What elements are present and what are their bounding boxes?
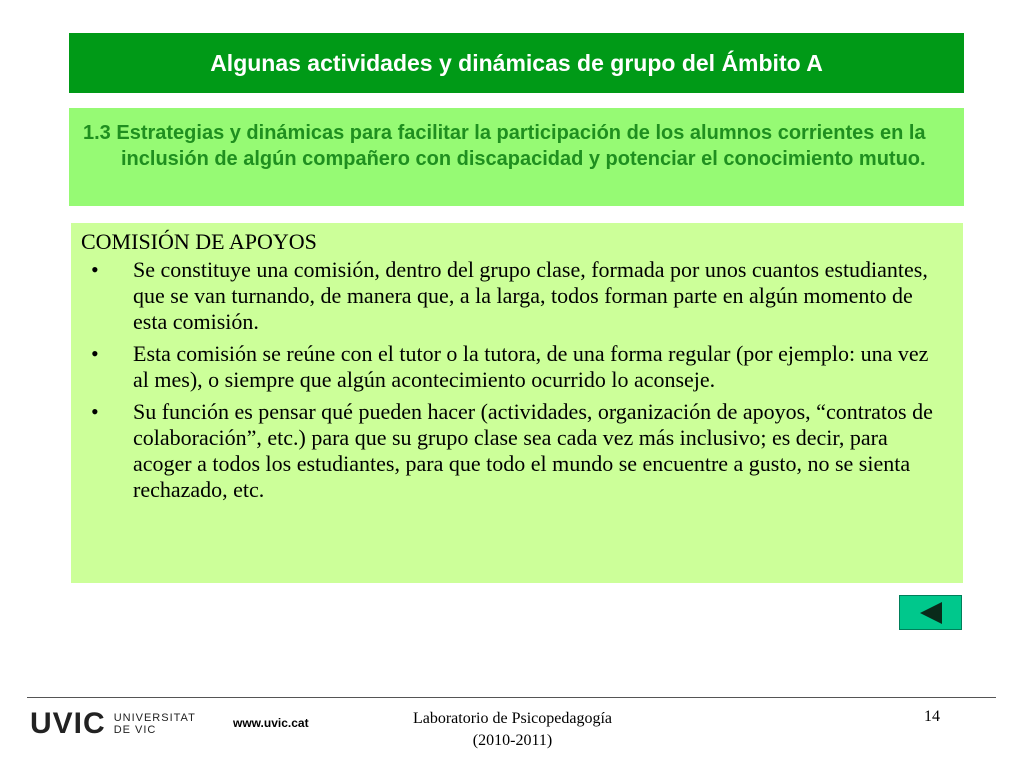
logo-line-1: UNIVERSITAT [113, 712, 196, 724]
footer-divider [27, 697, 996, 698]
slide-title [69, 33, 964, 93]
footer-years: (2010-2011) [472, 732, 553, 749]
content-heading: COMISIÓN DE APOYOS [81, 229, 317, 254]
subtitle-text: 1.3 Estrategias y dinámicas para facilitar la participación de los alumnos corrientes en la inclusión de algún compañero con discapacidad y potenciar el conocimiento mutuo. [83, 122, 926, 170]
back-arrow-icon [918, 601, 944, 625]
subtitle-box [69, 108, 964, 206]
bullet-list [81, 257, 933, 503]
bullet-text: Esta comisión se reúne con el tutor o la tutora, de una forma regular (por ejemplo: una vez al mes), o siempre que algún acontecimiento ocurrido lo aconseje. [133, 341, 929, 392]
list-item [81, 257, 933, 335]
logo-subtitle [114, 712, 196, 736]
bullet-dot: • [91, 399, 99, 424]
uvic-logo [30, 708, 196, 740]
bullet-dot: • [91, 257, 99, 282]
slide-title-text: Algunas actividades y dinámicas de grupo del Ámbito A [210, 49, 823, 76]
bullet-text: Su función es pensar qué pueden hacer (actividades, organización de apoyos, “contratos de colaboración”, etc.) para que su grupo clase sea cada vez más inclusivo; es decir, para acoger a todos los estudiantes, para que todo el mundo se encuentre a gusto, no se sienta rechazado, etc. [133, 399, 933, 502]
footer-center [380, 708, 645, 752]
logo-line-2: DE VIC [113, 724, 157, 736]
bullet-dot: • [91, 341, 99, 366]
footer-lab: Laboratorio de Psicopedagogía [412, 710, 613, 727]
page-number: 14 [924, 708, 940, 725]
list-item [81, 341, 933, 393]
list-item [81, 399, 933, 503]
logo-mark: UVIC [30, 707, 106, 740]
bullet-text: Se constituye una comisión, dentro del grupo clase, formada por unos cuantos estudiantes, que se van turnando, de manera que, a la larga, todos forman parte en algún momento de esta comisión. [133, 257, 928, 334]
website-link[interactable]: www.uvic.cat [233, 716, 309, 730]
content-box [71, 223, 963, 583]
back-button[interactable] [899, 595, 962, 630]
